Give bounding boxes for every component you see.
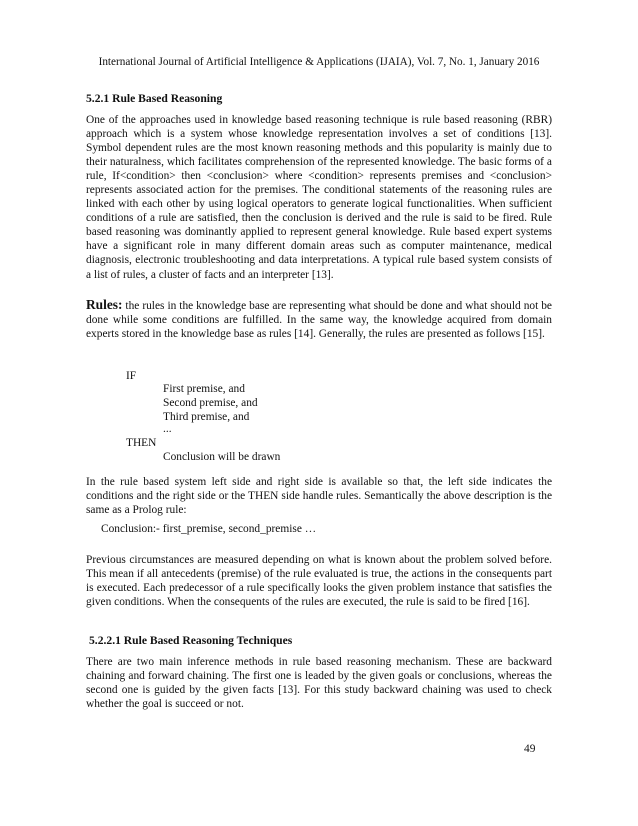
rule-premise: Second premise, and — [163, 397, 258, 409]
prolog-rule: Conclusion:- first_premise, second_premise … — [101, 523, 317, 535]
rule-if-keyword: IF — [126, 370, 137, 382]
rule-then-keyword: THEN — [126, 437, 157, 449]
rule-premise: Third premise, and — [163, 411, 250, 423]
rules-text: the rules in the knowledge base are representing what should be done and what should not be done while some conditions are fulfilled. In the same way, the knowledge acquired from domain experts stored in the knowledge base as rules [14]. Generally, the rules are presented as follows [15]. — [86, 300, 552, 341]
page-number: 49 — [524, 743, 536, 755]
paragraph-rule-sides: In the rule based system left side and right side is available so that, the left side indicates the conditions and the right side or the THEN side handle rules. Semantically the above description is the same as a Prolog rule: — [86, 476, 552, 517]
paragraph-inference-methods: There are two main inference methods in rule based reasoning mechanism. These are backward chaining and forward chaining. The first one is leaded by the given goals or conclusions, whereas the second one is guided by the given facts [13]. For this study backward chaining was used to check whether the goal is succeed or not. — [86, 656, 552, 711]
section-heading-5-2-1: 5.2.1 Rule Based Reasoning — [86, 92, 223, 105]
rules-term: Rules: — [86, 297, 123, 312]
section-heading-5-2-2-1: 5.2.2.1 Rule Based Reasoning Techniques — [89, 634, 293, 647]
running-header: International Journal of Artificial Intelligence & Applications (IJAIA), Vol. 7, No. 1, January 2016 — [98, 56, 540, 68]
paragraph-circumstances: Previous circumstances are measured depending on what is known about the problem solved before. This mean if all antecedents (premise) of the rule evaluated is true, the actions in the consequents part is executed. Each predecessor of a rule specifically looks the given problem instance that satisfies the given conditions. When the consequents of the rules are executed, the rule is said to be fired [16]. — [86, 554, 552, 609]
rule-conclusion: Conclusion will be drawn — [163, 451, 281, 463]
rule-premise: ... — [163, 423, 172, 435]
rule-premise: First premise, and — [163, 383, 245, 395]
paragraph-rbr-intro: One of the approaches used in knowledge based reasoning technique is rule based reasoning (RBR) approach which is a system whose knowledge representation involves a set of conditions [13]. Symbol dependent rules are the most known reasoning methods and this popularity is mainly due to their naturalness, which facilitates comprehension of the represented knowledge. The basic forms of a rule, If<condition> then <conclusion> where <condition> represents premises and <conclusion> represents associated action for the premises. The conditional statements of the reasoning rules are linked with each other by using logical operators to generate logical functionalities. When sufficient conditions of a rule are satisfied, then the conclusion is derived and the rule is said to be fired. Rule based reasoning was dominantly applied to represent general knowledge. Rule based expert systems have a significant role in many different domain areas such as computer maintenance, medical diagnosis, electronic troubleshooting and data interpretations. A typical rule based system consists of a list of rules, a cluster of facts and an interpreter [13]. — [86, 114, 552, 281]
paragraph-rules — [86, 298, 552, 341]
